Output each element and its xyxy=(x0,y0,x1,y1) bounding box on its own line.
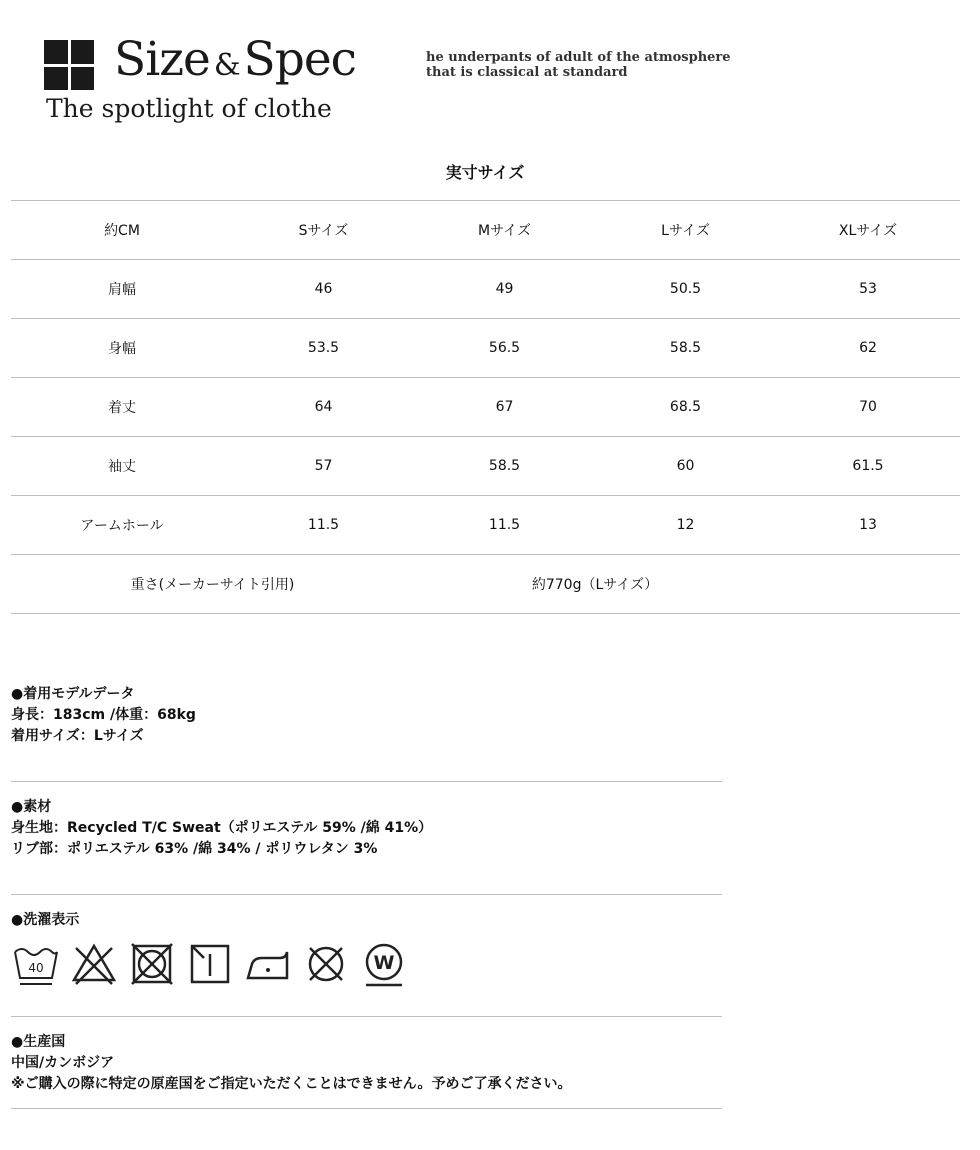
brand-title-size: Size xyxy=(114,32,210,87)
brand-title-spec: Spec xyxy=(243,32,356,87)
table-cell: 64 xyxy=(233,378,414,437)
wet-clean-icon xyxy=(360,938,408,988)
brand-subtitle: The spotlight of clothe xyxy=(46,94,332,123)
row-label: 着丈 xyxy=(11,378,233,437)
low-iron-icon xyxy=(244,938,292,988)
no-tumble-dry-icon xyxy=(128,938,176,988)
divider xyxy=(11,781,722,782)
line-dry-shade-icon xyxy=(186,938,234,988)
row-label: 身幅 xyxy=(11,319,233,378)
care-symbols xyxy=(12,938,408,990)
care-section xyxy=(11,910,722,931)
size-table xyxy=(11,200,960,614)
tagline-line-2: that is classical at standard xyxy=(426,65,628,80)
material-rib: リブ部：ポリエステル 63% /綿 34% / ポリウレタン 3% xyxy=(11,841,378,857)
wash-temp-label: 40 xyxy=(28,961,44,975)
table-cell: 60 xyxy=(595,437,776,496)
table-cell: 67 xyxy=(414,378,595,437)
origin-notice: ※ご購入の際に特定の原産国をご指定いただくことはできません。予めご了承ください。 xyxy=(11,1076,572,1092)
row-label: アームホール xyxy=(11,496,233,555)
no-dry-clean-icon xyxy=(302,938,350,988)
brand-title xyxy=(114,32,356,87)
header-cell: 約CM xyxy=(11,201,233,260)
row-label: 肩幅 xyxy=(11,260,233,319)
table-cell: 62 xyxy=(776,319,960,378)
origin-section xyxy=(11,1032,722,1095)
size-table-title: 実寸サイズ xyxy=(445,163,525,182)
table-cell: 11.5 xyxy=(414,496,595,555)
row-label: 袖丈 xyxy=(11,437,233,496)
tagline-line-1: he underpants of adult of the atmosphere xyxy=(426,50,731,65)
brand-tagline xyxy=(426,50,731,80)
weight-label: 重さ(メーカーサイト引用) xyxy=(11,555,414,614)
header-cell: XLサイズ xyxy=(776,201,960,260)
brand-header xyxy=(44,32,944,138)
header-cell: Sサイズ xyxy=(233,201,414,260)
table-cell: 46 xyxy=(233,260,414,319)
material-body: 身生地：Recycled T/C Sweat（ポリエステル 59% /綿 41%） xyxy=(11,820,433,836)
care-heading: ●洗濯表示 xyxy=(11,912,80,928)
size-table-header-row xyxy=(11,201,960,260)
divider xyxy=(11,894,722,895)
table-cell: 70 xyxy=(776,378,960,437)
table-cell: 13 xyxy=(776,496,960,555)
table-cell: 49 xyxy=(414,260,595,319)
wash-40-icon xyxy=(12,938,60,988)
divider xyxy=(11,1108,722,1109)
table-cell: 58.5 xyxy=(414,437,595,496)
table-cell: 58.5 xyxy=(595,319,776,378)
table-row xyxy=(11,437,960,496)
table-cell: 57 xyxy=(233,437,414,496)
brand-logo-icon xyxy=(44,40,94,90)
table-cell: 50.5 xyxy=(595,260,776,319)
weight-row xyxy=(11,555,960,614)
no-bleach-icon xyxy=(70,938,118,988)
table-cell: 12 xyxy=(595,496,776,555)
header-cell: Mサイズ xyxy=(414,201,595,260)
brand-title-amp: & xyxy=(213,48,240,83)
model-body-stats: 身長：183cm /体重：68kg xyxy=(11,707,196,723)
table-row xyxy=(11,496,960,555)
divider xyxy=(11,1016,722,1017)
material-heading: ●素材 xyxy=(11,799,52,815)
table-cell: 61.5 xyxy=(776,437,960,496)
model-data-section xyxy=(11,684,722,747)
model-data-heading: ●着用モデルデータ xyxy=(11,686,135,702)
material-section xyxy=(11,797,722,860)
model-wear-size: 着用サイズ：Lサイズ xyxy=(11,728,144,744)
empty-cell xyxy=(776,555,960,614)
table-row xyxy=(11,260,960,319)
table-row xyxy=(11,319,960,378)
weight-value: 約770g（Lサイズ） xyxy=(414,555,776,614)
table-row xyxy=(11,378,960,437)
origin-heading: ●生産国 xyxy=(11,1034,66,1050)
table-cell: 53 xyxy=(776,260,960,319)
table-cell: 11.5 xyxy=(233,496,414,555)
header-cell: Lサイズ xyxy=(595,201,776,260)
table-cell: 53.5 xyxy=(233,319,414,378)
table-cell: 56.5 xyxy=(414,319,595,378)
table-cell: 68.5 xyxy=(595,378,776,437)
origin-countries: 中国/カンボジア xyxy=(11,1055,115,1071)
wet-clean-letter: W xyxy=(373,952,395,974)
